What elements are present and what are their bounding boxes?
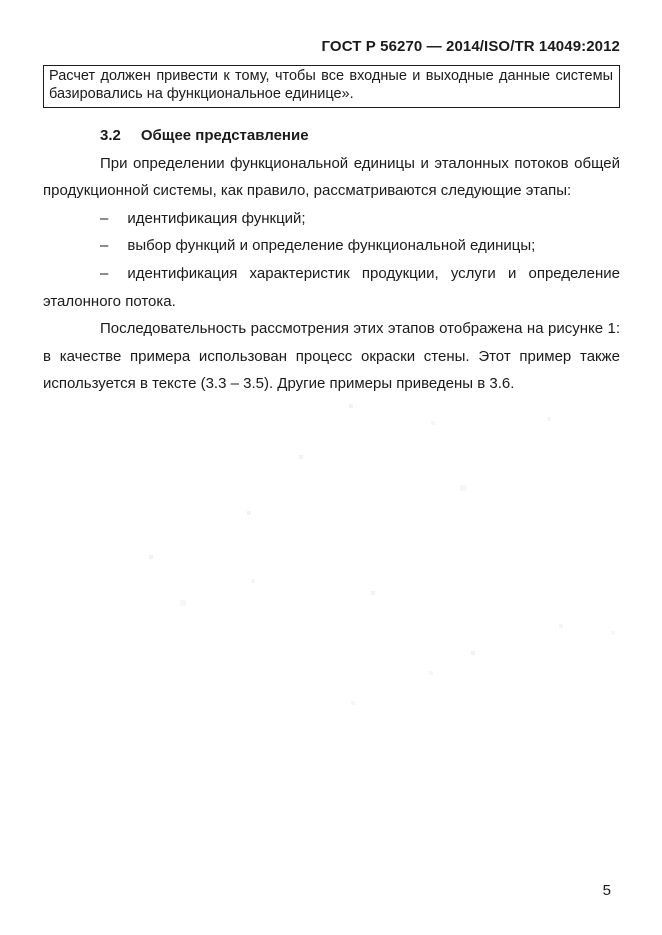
section-number: 3.2 — [100, 127, 121, 144]
list-item — [43, 260, 620, 315]
quote-box-text: Расчет должен привести к тому, чтобы все входные и выходные данные системы базировались на функциональное единице». — [49, 68, 613, 102]
list-item-dash: – — [100, 209, 109, 227]
list-item-text: идентификация функций; — [127, 209, 306, 227]
list-item — [43, 205, 620, 233]
paragraph: При определении функциональной единицы и эталонных потоков общей продукционной системы, как правило, рассматриваются следующие этапы: — [43, 154, 620, 200]
section-title: Общее представление — [140, 127, 309, 144]
page-number: 5 — [602, 882, 611, 899]
scan-noise — [0, 0, 2, 2]
document-header-title: ГОСТ Р 56270 — 2014/ISO/TR 14049:2012 — [321, 38, 620, 55]
list-item-dash: – — [100, 237, 109, 255]
list-item — [43, 232, 620, 260]
quote-box — [43, 65, 620, 108]
list-item-dash: – — [100, 264, 109, 282]
section-heading — [43, 122, 620, 150]
document-body — [43, 122, 620, 398]
list-item-text: идентификация характеристик продукции, услуги и определение эталонного потока. — [43, 264, 620, 310]
paragraph: Последовательность рассмотрения этих этапов отображена на рисунке 1: в качестве примера использован процесс окраски стены. Этот пример также используется в тексте (3.3 – 3.5). Другие примеры приведены в 3.6. — [43, 320, 620, 393]
list-item-text: выбор функций и определение функциональной единицы; — [127, 237, 536, 255]
